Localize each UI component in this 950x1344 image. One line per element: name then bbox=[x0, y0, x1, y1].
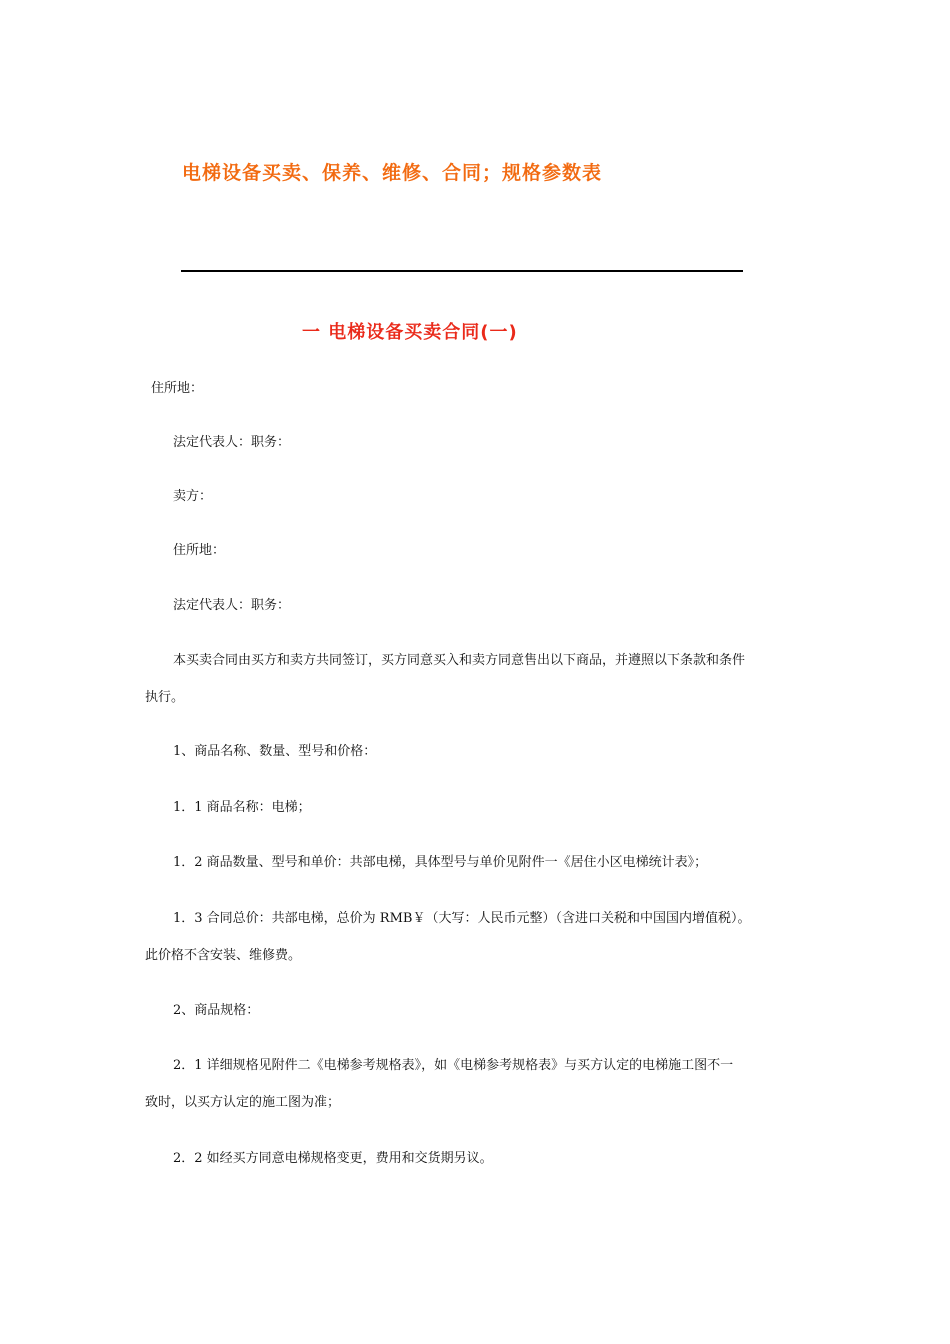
section-title: 一 电梯设备买卖合同(一) bbox=[302, 322, 518, 343]
seller-address-line: 住所地： bbox=[173, 543, 226, 558]
clause-2-1: 2．1 详细规格见附件二《电梯参考规格表》，如《电梯参考规格表》与买方认定的电梯施工图不一 bbox=[173, 1058, 734, 1073]
clause-1-1: 1．1 商品名称：电梯； bbox=[173, 800, 311, 815]
seller-representative-line: 法定代表人：职务： bbox=[173, 598, 291, 613]
contract-intro-line: 本买卖合同由买方和卖方共同签订，买方同意买入和卖方同意售出以下商品，并遵照以下条款和条件 bbox=[173, 653, 746, 668]
title-divider bbox=[181, 270, 743, 272]
seller-line: 卖方： bbox=[173, 489, 213, 504]
buyer-representative-line: 法定代表人：职务： bbox=[173, 435, 291, 450]
document-title: 电梯设备买卖、保养、维修、合同；规格参数表 bbox=[182, 162, 603, 184]
buyer-address-line: 住所地： bbox=[151, 381, 204, 396]
clause-1-2: 1．2 商品数量、型号和单价：共部电梯，具体型号与单价见附件一《居住小区电梯统计表》； bbox=[173, 855, 708, 870]
clause-2-2: 2．2 如经买方同意电梯规格变更，费用和交货期另议。 bbox=[173, 1151, 493, 1166]
clause-1-3: 1．3 合同总价：共部电梯，总价为 RMB￥（大写：人民币元整）（含进口关税和中国国内增值税）。 bbox=[173, 911, 751, 926]
contract-intro-continued: 执行。 bbox=[145, 690, 185, 705]
clause-2-1-continued: 致时，以买方认定的施工图为准； bbox=[145, 1095, 341, 1110]
clause-2-heading: 2、商品规格： bbox=[173, 1003, 260, 1018]
clause-1-3-continued: 此价格不含安装、维修费。 bbox=[145, 948, 302, 963]
clause-1-heading: 1、商品名称、数量、型号和价格： bbox=[173, 744, 377, 759]
